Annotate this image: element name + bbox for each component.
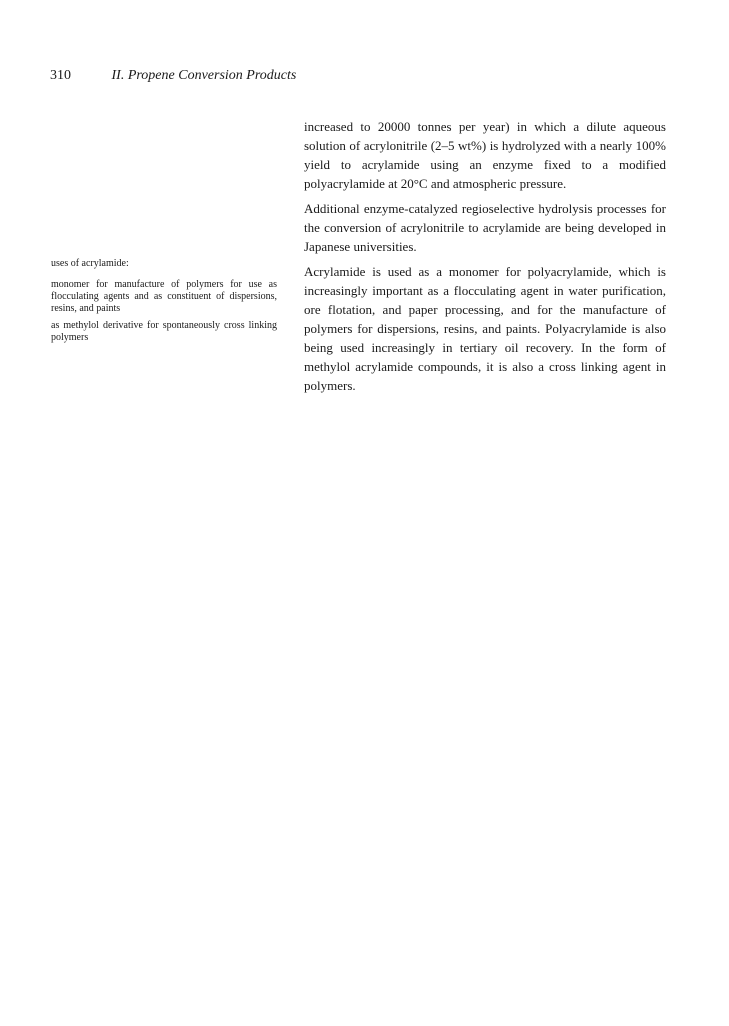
margin-note-item: as methylol derivative for spontaneously cross linking polymers — [51, 320, 277, 343]
body-paragraph: Acrylamide is used as a monomer for polyacrylamide, which is increasingly important as a flocculating agent in water purification, ore flotation, and paper processing, and for the manufacture of polymers for dispersions, resins, and paints. Polyacrylamide is also being used increasingly in tertiary oil recovery. In the form of methylol acrylamide compounds, it is also a cross linking agent in polymers. — [304, 264, 666, 393]
running-title: II. Propene Conversion Products — [111, 68, 297, 83]
page-header — [50, 67, 670, 85]
page-number: 310 — [50, 68, 71, 83]
main-text — [304, 117, 666, 401]
body-paragraph: increased to 20000 tonnes per year) in which a dilute aqueous solution of acrylonitrile (2–5 wt%) is hydrolyzed with a nearly 100% yield to acrylamide using an enzyme fixed to a modified polyacrylamide at 20°C and atmospheric pressure. — [304, 119, 666, 191]
body-paragraph: Additional enzyme-catalyzed regioselective hydrolysis processes for the conversion of acrylonitrile to acrylamide are being developed in Japanese universities. — [304, 201, 666, 254]
margin-note-heading: uses of acrylamide: — [51, 258, 129, 269]
margin-notes — [51, 258, 277, 349]
margin-note-item: monomer for manufacture of polymers for use as flocculating agents and as constituent of dispersions, resins, and paints — [51, 279, 277, 314]
